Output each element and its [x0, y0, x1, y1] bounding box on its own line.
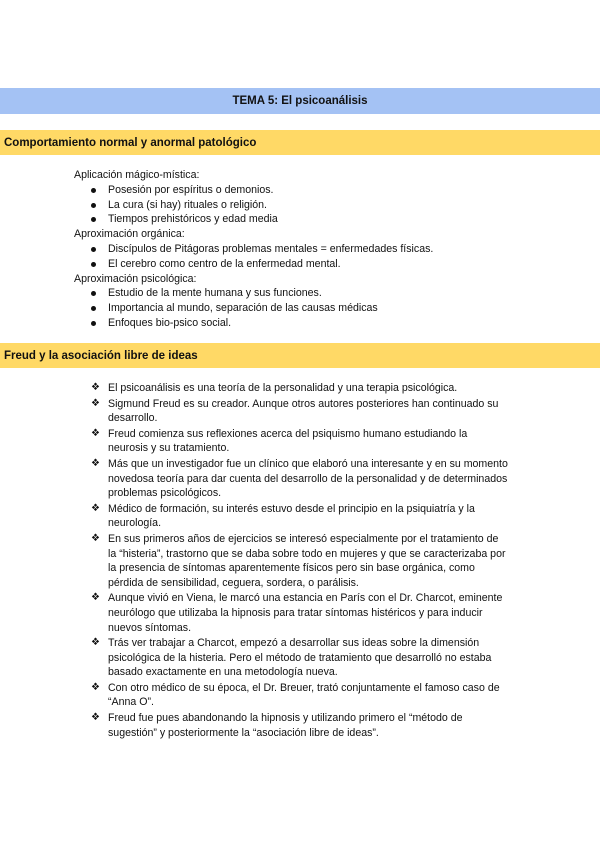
diamond-bullet-icon: ❖ — [91, 637, 100, 649]
section1-outline — [74, 168, 574, 331]
diamond-bullet-icon: ❖ — [91, 382, 100, 393]
list-item — [91, 427, 531, 456]
section-heading: Freud y la asociación libre de ideas — [4, 349, 198, 362]
list-item-line: neurólogo que utilizaba la hipnosis para tratar síntomas histéricos y para inducir — [108, 606, 483, 619]
list-item-line: la “histeria”, trastorno que se daba sobre todo en mujeres y que se caracterizaba por — [108, 547, 506, 560]
list-item — [91, 397, 531, 426]
group-label: Aproximación psicológica: — [74, 272, 197, 285]
diamond-bullet-icon: ❖ — [91, 712, 100, 724]
list-item-line: sugestión” y posteriormente la “asociación libre de ideas”. — [108, 726, 379, 739]
diamond-bullet-icon: ❖ — [91, 502, 100, 514]
list-item-line: Más que un investigador fue un clínico que elaboró una interesante y en su momento — [108, 457, 508, 470]
list-item-line: Trás ver trabajar a Charcot, empezó a desarrollar sus ideas sobre la dimensión — [108, 637, 480, 650]
list-item-line: Freud fue pues abandonando la hipnosis y utilizando primero el “método de — [108, 712, 463, 725]
list-item — [91, 711, 531, 740]
diamond-bullet-list — [91, 381, 531, 740]
diamond-bullet-icon: ❖ — [91, 427, 100, 439]
list-item — [91, 591, 531, 635]
group-label: Aplicación mágico-mística: — [74, 169, 200, 181]
list-item: Importancia al mundo, separación de las causas médicas — [74, 301, 574, 316]
list-item-line: El psicoanálisis es una teoría de la personalidad y una terapia psicológica. — [108, 382, 458, 394]
bullet-list — [74, 286, 574, 330]
section-heading-band — [0, 130, 600, 155]
list-item-line: Con otro médico de su época, el Dr. Breuer, trató conjuntamente el famoso caso de — [108, 681, 500, 694]
list-item: El cerebro como centro de la enfermedad mental. — [74, 257, 574, 272]
list-item-line: la presencia de síntomas aparentemente físicos pero sin base orgánica, como — [108, 562, 475, 575]
list-item — [91, 532, 531, 590]
list-item — [91, 681, 531, 710]
list-item-line: “Anna O”. — [108, 696, 154, 709]
section2-list — [91, 381, 531, 741]
list-item: Estudio de la mente humana y sus funciones. — [74, 286, 574, 301]
list-item-line: pérdida de sensibilidad, ceguera, sordera, o parálisis. — [108, 576, 359, 589]
list-item-line: Sigmund Freud es su creador. Aunque otros autores posteriores han continuado su — [108, 397, 499, 410]
list-item-line: basado exactamente en una metodología nueva. — [108, 666, 338, 679]
list-item — [91, 381, 531, 396]
list-item-line: Médico de formación, su interés estuvo desde el principio en la psiquiatría y la — [108, 502, 475, 515]
section-heading-band — [0, 343, 600, 368]
section-heading: Comportamiento normal y anormal patológico — [4, 136, 257, 149]
diamond-bullet-icon: ❖ — [91, 592, 100, 604]
document-title: TEMA 5: El psicoanálisis — [232, 95, 368, 107]
list-item: Enfoques bio-psico social. — [74, 316, 574, 331]
group-label: Aproximación orgánica: — [74, 228, 185, 241]
list-item-line: problemas psicológicos. — [108, 487, 222, 500]
list-item-line: Aunque vivió en Viena, le marcó una estancia en París con el Dr. Charcot, eminente — [108, 592, 503, 605]
list-item-line: novedosa teoría para dar cuenta del desarrollo de la personalidad y de determinados — [108, 472, 508, 485]
list-item: La cura (si hay) rituales o religión. — [74, 198, 574, 213]
list-item: Tiempos prehistóricos y edad media — [74, 212, 574, 227]
list-item — [91, 457, 531, 501]
bullet-list — [74, 183, 574, 227]
list-item: Posesión por espíritus o demonios. — [74, 183, 574, 198]
diamond-bullet-icon: ❖ — [91, 681, 100, 693]
list-item: Discípulos de Pitágoras problemas mentales = enfermedades físicas. — [74, 242, 574, 257]
list-item — [91, 636, 531, 680]
document-title-band — [0, 88, 600, 114]
list-item-line: En sus primeros años de ejercicios se interesó especialmente por el tratamiento de — [108, 532, 499, 545]
list-item-line: psicológica de la histeria. Pero el método de tratamiento que desarrolló no estaba — [108, 651, 492, 664]
list-item-line: neurosis y su tratamiento. — [108, 442, 230, 455]
list-item-line: nuevos síntomas. — [108, 621, 192, 634]
bullet-list — [74, 242, 574, 272]
list-item-line: desarrollo. — [108, 412, 158, 425]
diamond-bullet-icon: ❖ — [91, 457, 100, 469]
diamond-bullet-icon: ❖ — [91, 532, 100, 544]
list-item-line: neurología. — [108, 517, 162, 530]
list-item — [91, 502, 531, 531]
list-item-line: Freud comienza sus reflexiones acerca del psiquismo humano estudiando la — [108, 427, 468, 440]
diamond-bullet-icon: ❖ — [91, 397, 100, 409]
